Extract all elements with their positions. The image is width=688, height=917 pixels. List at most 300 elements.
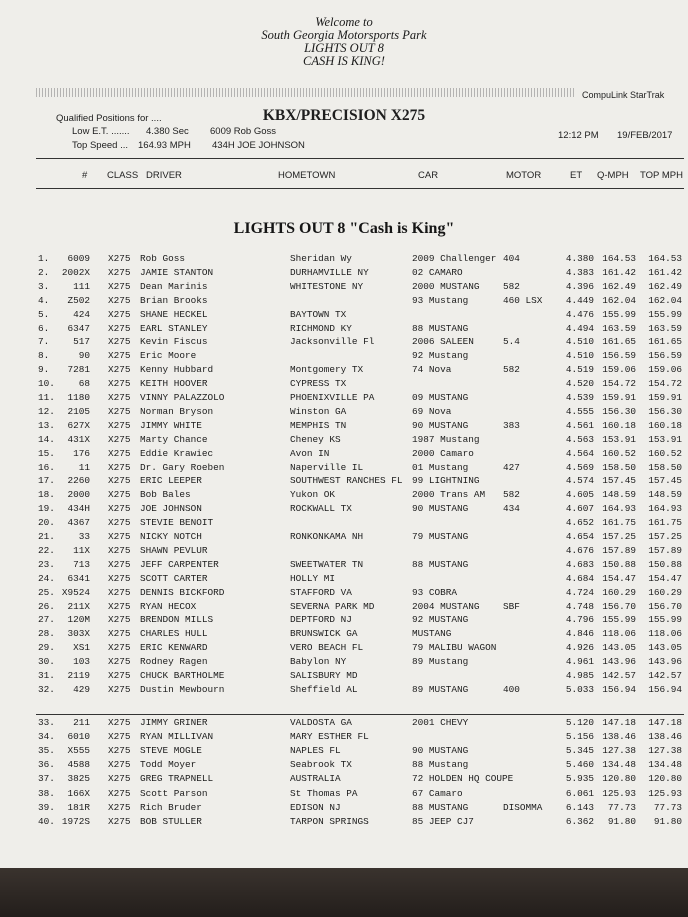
- row-et: 4.449: [565, 294, 594, 306]
- row-driver: Eric Moore: [140, 350, 197, 362]
- print-date: 19/FEB/2017: [617, 130, 673, 141]
- table-row: [0, 816, 688, 829]
- row-position: 29.: [38, 642, 55, 654]
- row-class: X275: [108, 475, 131, 487]
- row-hometown: EDISON NJ: [290, 801, 341, 813]
- row-class: X275: [108, 280, 131, 292]
- row-qmph: 164.53: [602, 253, 636, 264]
- row-class: X275: [108, 586, 131, 598]
- table-row: [0, 628, 688, 641]
- row-car-number: 3825: [67, 773, 90, 785]
- row-et: 4.846: [565, 628, 594, 640]
- row-topmph: 142.57: [648, 670, 682, 681]
- row-car-number: 6009: [67, 253, 90, 264]
- row-hometown: SALISBURY MD: [290, 670, 358, 681]
- row-driver: Brian Brooks: [140, 294, 208, 306]
- row-topmph: 77.73: [653, 801, 682, 813]
- row-et: 6.061: [565, 787, 594, 799]
- row-et: 6.143: [565, 801, 594, 813]
- row-qmph: 143.05: [602, 642, 636, 654]
- row-topmph: 160.18: [648, 419, 682, 431]
- row-hometown: VERO BEACH FL: [290, 642, 364, 654]
- row-hometown: RICHMOND KY: [290, 322, 352, 334]
- row-qmph: 160.18: [602, 419, 636, 431]
- row-hometown: MEMPHIS TN: [290, 419, 347, 431]
- row-car-number: 517: [73, 336, 90, 348]
- row-driver: ERIC LEEPER: [140, 475, 202, 487]
- row-car-number: 7281: [67, 364, 90, 376]
- table-row: [0, 253, 688, 266]
- row-et: 4.561: [565, 419, 594, 431]
- row-et: 4.510: [565, 350, 594, 362]
- row-car-number: 6010: [67, 731, 90, 743]
- row-topmph: 162.04: [648, 294, 682, 306]
- row-car-number: 211X: [67, 600, 90, 612]
- row-car-number: X9524: [61, 586, 90, 598]
- row-et: 4.396: [565, 280, 594, 292]
- event-tagline: CASH IS KING!: [303, 54, 385, 68]
- row-class: X275: [108, 558, 131, 570]
- row-hometown: TARPON SPRINGS: [290, 815, 369, 827]
- row-topmph: 138.46: [648, 731, 682, 743]
- row-class: X275: [108, 461, 131, 473]
- row-motor: 400: [503, 683, 520, 695]
- row-class: X275: [108, 308, 131, 320]
- row-driver: JIMMY WHITE: [140, 419, 202, 431]
- row-et: 4.605: [565, 489, 594, 501]
- class-title: KBX/PRECISION X275: [262, 107, 426, 124]
- row-hometown: DURHAMVILLE NY: [290, 266, 369, 278]
- row-driver: Dean Marinis: [140, 280, 208, 292]
- row-position: 12.: [38, 405, 55, 417]
- row-driver: Eddie Krawiec: [140, 447, 214, 459]
- row-topmph: 156.59: [648, 350, 682, 362]
- row-class: X275: [108, 572, 131, 584]
- row-qmph: 158.50: [602, 461, 636, 473]
- table-row: [0, 614, 688, 627]
- row-qmph: 120.80: [602, 773, 636, 785]
- row-car-number: Z502: [67, 294, 90, 306]
- row-hometown: BAYTOWN TX: [290, 308, 347, 320]
- row-et: 4.510: [565, 336, 594, 348]
- row-hometown: Winston GA: [290, 405, 347, 417]
- row-hometown: SEVERNA PARK MD: [290, 600, 375, 612]
- row-car: 90 MUSTANG: [412, 503, 469, 515]
- row-car-number: 6341: [67, 572, 90, 584]
- row-topmph: 154.47: [648, 572, 682, 584]
- row-hometown: Yukon OK: [290, 489, 336, 501]
- row-position: 19.: [38, 503, 55, 515]
- row-qmph: 155.99: [602, 308, 636, 320]
- row-class: X275: [108, 253, 131, 264]
- row-hometown: Babylon NY: [290, 656, 347, 668]
- row-hometown: PHOENIXVILLE PA: [290, 392, 375, 403]
- welcome-line-1: Welcome to: [315, 15, 373, 29]
- row-class: X275: [108, 447, 131, 459]
- row-car-number: 2260: [67, 475, 90, 487]
- row-driver: Scott Parson: [140, 787, 208, 799]
- row-qmph: 156.70: [602, 600, 636, 612]
- row-driver: SCOTT CARTER: [140, 572, 208, 584]
- table-row: [0, 475, 688, 488]
- row-qmph: 162.04: [602, 294, 636, 306]
- row-topmph: 156.94: [648, 683, 682, 695]
- row-car-number: 303X: [67, 628, 90, 640]
- row-class: X275: [108, 364, 131, 376]
- row-car-number: 1180: [67, 392, 90, 403]
- row-driver: NICKY NOTCH: [140, 531, 202, 542]
- row-hometown: Cheney KS: [290, 433, 341, 445]
- row-qmph: 159.91: [602, 392, 636, 403]
- row-class: X275: [108, 656, 131, 668]
- row-car-number: 6347: [67, 322, 90, 334]
- table-row: [0, 350, 688, 363]
- row-topmph: 125.93: [648, 787, 682, 799]
- row-car-number: 424: [73, 308, 90, 320]
- row-car: 67 Camaro: [412, 787, 463, 799]
- row-hometown: AUSTRALIA: [290, 773, 341, 785]
- row-topmph: 160.29: [648, 586, 682, 598]
- row-driver: CHUCK BARTHOLME: [140, 670, 225, 681]
- row-car-number: 120M: [67, 614, 90, 626]
- row-class: X275: [108, 294, 131, 306]
- row-position: 5.: [38, 308, 50, 320]
- track-name: South Georgia Motorsports Park: [261, 28, 427, 42]
- row-driver: RYAN HECOX: [140, 600, 197, 612]
- col-et: ET: [570, 170, 583, 181]
- row-position: 4.: [38, 294, 50, 306]
- table-row: [0, 267, 688, 280]
- row-position: 9.: [38, 364, 50, 376]
- row-car-number: 11: [78, 461, 90, 473]
- row-hometown: SOUTHWEST RANCHES FL: [290, 475, 403, 487]
- row-motor: 582: [503, 489, 520, 501]
- row-car: 79 MALIBU WAGON: [412, 642, 497, 654]
- top-speed-label: Top Speed ...: [72, 140, 128, 151]
- row-driver: RYAN MILLIVAN: [140, 731, 214, 743]
- row-driver: JAMIE STANTON: [140, 266, 214, 278]
- row-position: 25.: [38, 586, 55, 598]
- row-class: X275: [108, 801, 131, 813]
- row-position: 34.: [38, 731, 55, 743]
- row-driver: STEVE MOGLE: [140, 745, 202, 757]
- table-row: [0, 745, 688, 758]
- row-car: 88 MUSTANG: [412, 322, 469, 334]
- row-position: 17.: [38, 475, 55, 487]
- row-class: X275: [108, 419, 131, 431]
- row-motor: SBF: [503, 600, 520, 612]
- row-qmph: 150.88: [602, 558, 636, 570]
- row-driver: ERIC KENWARD: [140, 642, 208, 654]
- col-number: #: [82, 170, 88, 181]
- row-car-number: 431X: [67, 433, 90, 445]
- row-hometown: Jacksonville Fl: [290, 336, 375, 348]
- row-hometown: MARY ESTHER FL: [290, 731, 369, 743]
- row-position: 40.: [38, 815, 55, 827]
- row-topmph: 157.89: [648, 544, 682, 556]
- row-class: X275: [108, 815, 131, 827]
- row-qmph: 127.38: [602, 745, 636, 757]
- row-car: 74 Nova: [412, 364, 452, 376]
- row-car-number: 429: [73, 683, 90, 695]
- row-driver: SHAWN PEVLUR: [140, 544, 208, 556]
- compulink-label: CompuLink StarTrak: [582, 90, 665, 100]
- row-hometown: ROCKWALL TX: [290, 503, 352, 515]
- col-driver: DRIVER: [146, 170, 182, 181]
- row-et: 4.380: [565, 253, 594, 264]
- row-qmph: 125.93: [602, 787, 636, 799]
- row-car: 79 MUSTANG: [412, 531, 469, 542]
- row-car: 72 HOLDEN HQ COUPE: [412, 773, 514, 785]
- row-car-number: 434H: [67, 503, 90, 515]
- row-position: 37.: [38, 773, 55, 785]
- row-topmph: 147.18: [648, 717, 682, 728]
- row-car-number: 1972S: [61, 815, 90, 827]
- row-motor: 383: [503, 419, 520, 431]
- row-qmph: 161.42: [602, 266, 636, 278]
- row-class: X275: [108, 787, 131, 799]
- row-driver: VINNY PALAZZOLO: [140, 392, 225, 403]
- row-topmph: 157.45: [648, 475, 682, 487]
- header-rule-bottom: [36, 188, 684, 189]
- row-position: 3.: [38, 280, 50, 292]
- row-car-number: X555: [67, 745, 90, 757]
- row-topmph: 120.80: [648, 773, 682, 785]
- row-topmph: 155.99: [648, 308, 682, 320]
- col-class: CLASS: [107, 170, 139, 181]
- row-topmph: 163.59: [648, 322, 682, 334]
- row-position: 21.: [38, 531, 55, 542]
- row-car: 90 MUSTANG: [412, 745, 469, 757]
- row-car: 92 Mustang: [412, 350, 469, 362]
- row-qmph: 157.25: [602, 531, 636, 542]
- row-class: X275: [108, 773, 131, 785]
- row-topmph: 148.59: [648, 489, 682, 501]
- row-position: 26.: [38, 600, 55, 612]
- row-driver: GREG TRAPNELL: [140, 773, 214, 785]
- row-position: 32.: [38, 683, 55, 695]
- table-row: [0, 281, 688, 294]
- row-driver: Marty Chance: [140, 433, 208, 445]
- row-car: 88 Mustang: [412, 759, 469, 771]
- row-position: 24.: [38, 572, 55, 584]
- row-class: X275: [108, 489, 131, 501]
- row-car: 69 Nova: [412, 405, 452, 417]
- row-topmph: 150.88: [648, 558, 682, 570]
- row-car: 89 Mustang: [412, 656, 469, 668]
- row-topmph: 159.06: [648, 364, 682, 376]
- row-driver: Rob Goss: [140, 253, 186, 264]
- row-driver: Dr. Gary Roeben: [140, 461, 225, 473]
- row-driver: Norman Bryson: [140, 405, 214, 417]
- row-driver: CHARLES HULL: [140, 628, 208, 640]
- table-row: [0, 531, 688, 544]
- row-topmph: 91.80: [653, 815, 682, 827]
- row-driver: Kenny Hubbard: [140, 364, 214, 376]
- row-qmph: 153.91: [602, 433, 636, 445]
- table-row: [0, 587, 688, 600]
- row-car-number: 111: [73, 280, 90, 292]
- row-topmph: 158.50: [648, 461, 682, 473]
- row-car: 2009 Challenger: [412, 253, 497, 264]
- row-et: 4.569: [565, 461, 594, 473]
- row-class: X275: [108, 745, 131, 757]
- row-driver: Kevin Fiscus: [140, 336, 208, 348]
- table-row: [0, 517, 688, 530]
- row-qmph: 162.49: [602, 280, 636, 292]
- row-car: 90 MUSTANG: [412, 419, 469, 431]
- row-position: 27.: [38, 614, 55, 626]
- header-rule-top: [36, 158, 684, 159]
- row-qmph: 147.18: [602, 717, 636, 728]
- row-motor: 582: [503, 280, 520, 292]
- row-motor: 404: [503, 253, 520, 264]
- row-car: 2004 MUSTANG: [412, 600, 480, 612]
- row-hometown: HOLLY MI: [290, 572, 336, 584]
- row-qmph: 157.89: [602, 544, 636, 556]
- table-row: [0, 406, 688, 419]
- row-driver: Rich Bruder: [140, 801, 202, 813]
- table-row: [0, 788, 688, 801]
- table-row: [0, 420, 688, 433]
- row-topmph: 164.53: [648, 253, 682, 264]
- row-topmph: 164.93: [648, 503, 682, 515]
- top-speed-holder: 434H JOE JOHNSON: [212, 140, 305, 151]
- row-car-number: 68: [78, 378, 90, 390]
- row-driver: JOE JOHNSON: [140, 503, 202, 515]
- row-position: 33.: [38, 717, 55, 728]
- row-position: 10.: [38, 378, 55, 390]
- row-hometown: DEPTFORD NJ: [290, 614, 352, 626]
- col-topmph: TOP MPH: [640, 170, 683, 181]
- row-driver: EARL STANLEY: [140, 322, 208, 334]
- row-topmph: 160.52: [648, 447, 682, 459]
- table-row: [0, 773, 688, 786]
- row-position: 15.: [38, 447, 55, 459]
- row-qmph: 138.46: [602, 731, 636, 743]
- row-et: 4.654: [565, 531, 594, 542]
- row-class: X275: [108, 683, 131, 695]
- row-position: 16.: [38, 461, 55, 473]
- row-et: 4.724: [565, 586, 594, 598]
- row-car: 2006 SALEEN: [412, 336, 474, 348]
- row-et: 5.156: [565, 731, 594, 743]
- row-qmph: 164.93: [602, 503, 636, 515]
- row-qmph: 134.48: [602, 759, 636, 771]
- row-position: 31.: [38, 670, 55, 681]
- row-car: 2000 MUSTANG: [412, 280, 480, 292]
- row-hometown: VALDOSTA GA: [290, 717, 352, 728]
- row-et: 4.652: [565, 517, 594, 529]
- row-car-number: 166X: [67, 787, 90, 799]
- row-car-number: 11X: [73, 544, 90, 556]
- row-class: X275: [108, 336, 131, 348]
- row-car: MUSTANG: [412, 628, 452, 640]
- row-position: 35.: [38, 745, 55, 757]
- row-et: 4.683: [565, 558, 594, 570]
- table-row: [0, 717, 688, 730]
- row-et: 4.539: [565, 392, 594, 403]
- row-car-number: 4367: [67, 517, 90, 529]
- row-hometown: WHITESTONE NY: [290, 280, 364, 292]
- row-qmph: 155.99: [602, 614, 636, 626]
- row-et: 4.494: [565, 322, 594, 334]
- row-qmph: 156.94: [602, 683, 636, 695]
- row-qmph: 148.59: [602, 489, 636, 501]
- row-driver: BOB STULLER: [140, 815, 202, 827]
- row-position: 20.: [38, 517, 55, 529]
- row-hometown: Avon IN: [290, 447, 330, 459]
- row-class: X275: [108, 731, 131, 743]
- dotted-separator: [36, 88, 576, 97]
- row-hometown: CYPRESS TX: [290, 378, 347, 390]
- row-qmph: 163.59: [602, 322, 636, 334]
- row-et: 6.362: [565, 815, 594, 827]
- row-driver: BRENDON MILLS: [140, 614, 214, 626]
- row-topmph: 155.99: [648, 614, 682, 626]
- row-motor: 582: [503, 364, 520, 376]
- row-class: X275: [108, 614, 131, 626]
- table-row: [0, 364, 688, 377]
- row-position: 30.: [38, 656, 55, 668]
- row-car: 01 Mustang: [412, 461, 469, 473]
- row-car: 92 MUSTANG: [412, 614, 469, 626]
- row-hometown: RONKONKAMA NH: [290, 531, 364, 542]
- row-driver: JIMMY GRINER: [140, 717, 208, 728]
- row-et: 4.985: [565, 670, 594, 681]
- row-qmph: 159.06: [602, 364, 636, 376]
- row-car: 2000 Trans AM: [412, 489, 486, 501]
- row-driver: Rodney Ragen: [140, 656, 208, 668]
- row-car-number: 33: [78, 531, 90, 542]
- row-class: X275: [108, 266, 131, 278]
- row-topmph: 153.91: [648, 433, 682, 445]
- row-hometown: STAFFORD VA: [290, 586, 352, 598]
- table-row: [0, 489, 688, 502]
- row-topmph: 161.65: [648, 336, 682, 348]
- row-et: 4.607: [565, 503, 594, 515]
- row-class: X275: [108, 517, 131, 529]
- row-qmph: 161.75: [602, 517, 636, 529]
- table-row: [0, 559, 688, 572]
- row-car-number: 2105: [67, 405, 90, 417]
- row-class: X275: [108, 759, 131, 771]
- row-qmph: 77.73: [607, 801, 636, 813]
- row-topmph: 143.96: [648, 656, 682, 668]
- row-car-number: 181R: [67, 801, 90, 813]
- table-row: [0, 309, 688, 322]
- row-car-number: 713: [73, 558, 90, 570]
- row-class: X275: [108, 378, 131, 390]
- low-et-value: 4.380 Sec: [146, 126, 189, 137]
- row-car: 09 MUSTANG: [412, 392, 469, 403]
- row-car-number: 4588: [67, 759, 90, 771]
- row-topmph: 162.49: [648, 280, 682, 292]
- row-et: 4.519: [565, 364, 594, 376]
- row-hometown: NAPLES FL: [290, 745, 341, 757]
- row-car: 93 Mustang: [412, 294, 469, 306]
- row-topmph: 161.75: [648, 517, 682, 529]
- row-class: X275: [108, 503, 131, 515]
- row-et: 5.935: [565, 773, 594, 785]
- row-hometown: SWEETWATER TN: [290, 558, 364, 570]
- table-row: [0, 448, 688, 461]
- row-qmph: 160.29: [602, 586, 636, 598]
- row-position: 22.: [38, 544, 55, 556]
- row-et: 5.460: [565, 759, 594, 771]
- row-motor: 427: [503, 461, 520, 473]
- row-class: X275: [108, 350, 131, 362]
